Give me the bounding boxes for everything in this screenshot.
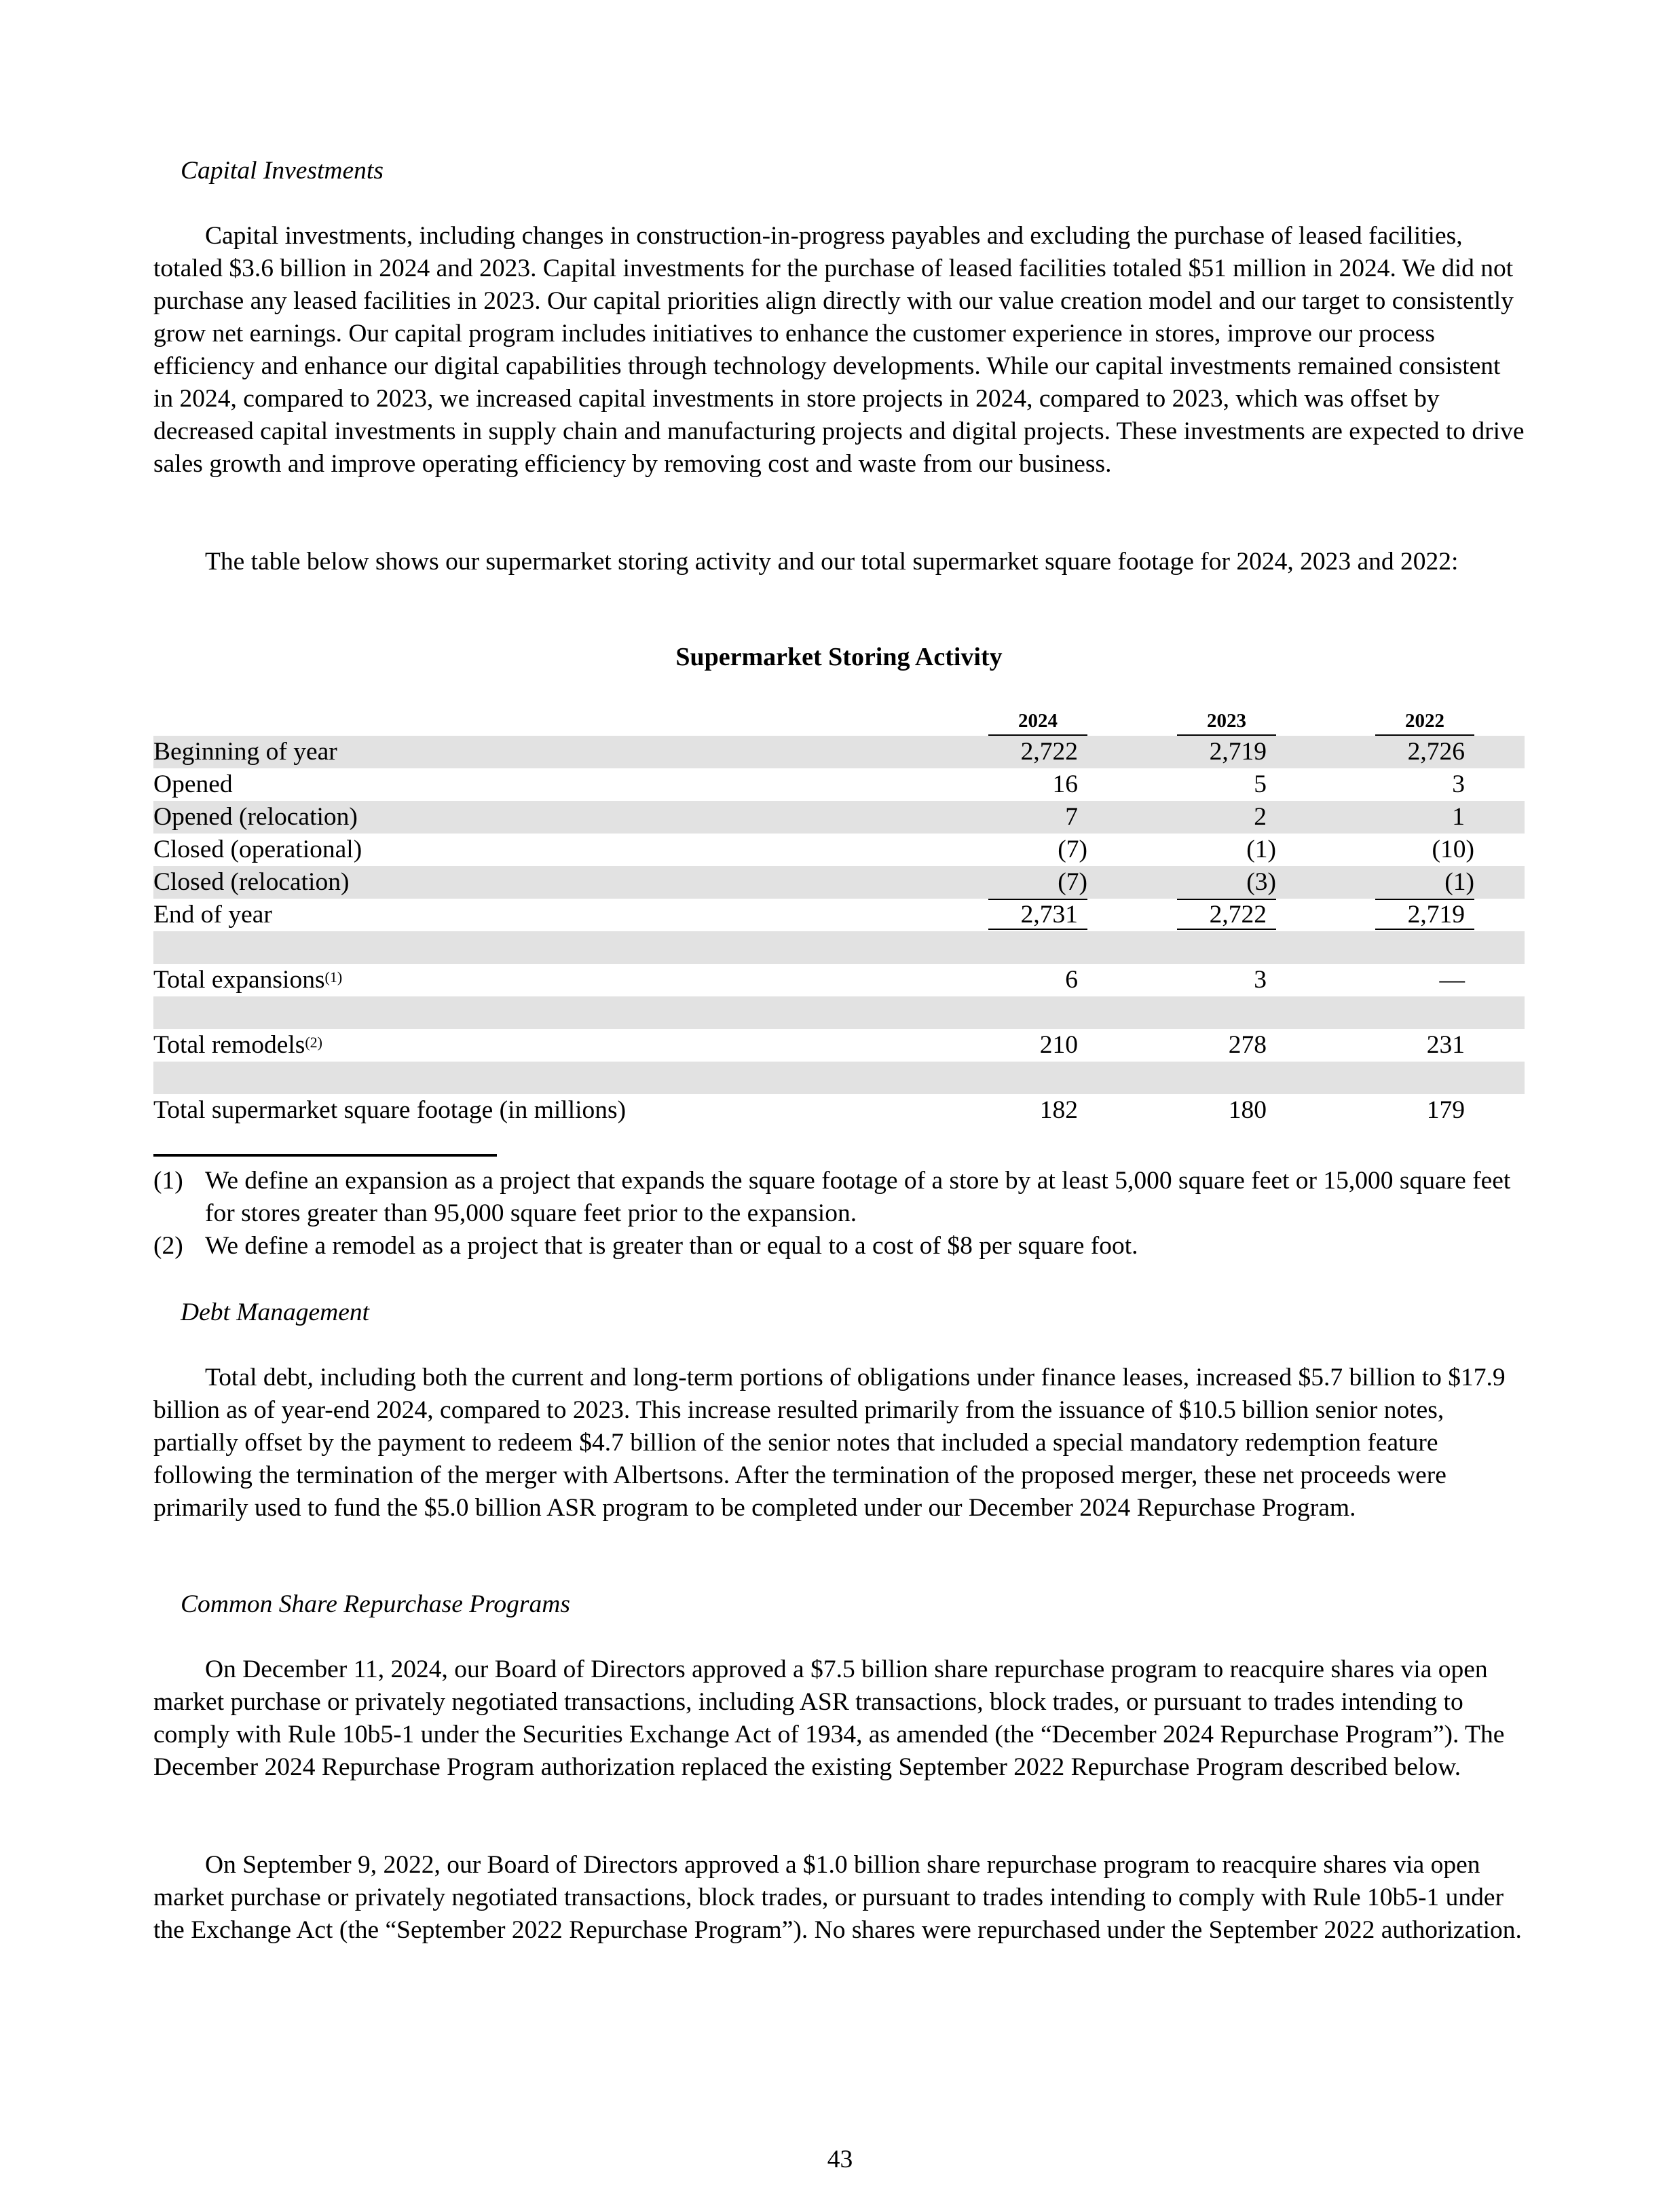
table-intro-paragraph: The table below shows our supermarket storing activity and our total supermarket square footage for 2024, 2023 and 2022: xyxy=(205,548,1459,576)
table-row-expansions xyxy=(153,964,1525,996)
share-repurchase-paragraph-2: On September 9, 2022, our Board of Directors approved a $1.0 billion share repurchase program to reacquire shares via open market purchase or privately negotiated transactions, block trades, or pursuant to trades intending to comply with Rule 10b5-1 under the Exchange Act (the “September 2022 Repurchase Program”). No shares were repurchased under the September 2022 authorization. xyxy=(153,1851,1522,1944)
footnotes xyxy=(153,1165,1525,1262)
row-label: Total supermarket square footage (in millions) xyxy=(153,1096,627,1124)
cell-2023: 2,719 xyxy=(1209,738,1267,766)
table-row-opened-relocation xyxy=(153,801,1525,834)
cell-2022: 231 xyxy=(1426,1031,1465,1059)
table-row-end-of-year xyxy=(153,899,1525,931)
table-header-row xyxy=(153,709,1525,736)
cell-2023: (3) xyxy=(1177,866,1276,900)
cell-2024: 2,731 xyxy=(988,899,1087,933)
column-header-2023: 2023 xyxy=(1177,710,1276,736)
page-number: 43 xyxy=(827,2146,853,2173)
section-heading-capital-investments: Capital Investments xyxy=(181,157,384,185)
table-row-square-footage xyxy=(153,1094,1525,1127)
cell-2024: 182 xyxy=(1039,1096,1078,1124)
table-row-closed-relocation xyxy=(153,866,1525,899)
row-label: Closed (relocation) xyxy=(153,868,350,896)
cell-2022: (10) xyxy=(1432,836,1474,863)
share-repurchase-paragraph-1: On December 11, 2024, our Board of Directors approved a $7.5 billion share repurchase program to reacquire shares via open market purchase or privately negotiated transactions, including ASR transactions, block trades, or pursuant to trades intending to comply with Rule 10b5-1 under the Securities Exchange Act of 1934, as amended (the “December 2024 Repurchase Program”). The December 2024 Repurchase Program authorization replaced the existing September 2022 Repurchase Program described below. xyxy=(153,1655,1505,1781)
section-heading-debt-management: Debt Management xyxy=(181,1298,370,1326)
cell-2023: 5 xyxy=(1254,770,1267,798)
capital-investments-paragraph: Capital investments, including changes in construction-in-progress payables and excluding the purchase of leased facilities, totaled $3.6 billion in 2024 and 2023. Capital investments for the purchase of leased facilities totaled $51 million in 2024. We did not purchase any leased facilities in 2023. Our capital priorities align directly with our value creation model and our target to consistently grow net earnings. Our capital program includes initiatives to enhance the customer experience in stores, improve our process efficiency and enhance our digital capabilities through technology developments. While our capital investments remained consistent in 2024, compared to 2023, we increased capital investments in store projects in 2024, compared to 2023, which was offset by decreased capital investments in supply chain and manufacturing projects and digital projects. These investments are expected to drive sales growth and improve operating efficiency by removing cost and waste from our business. xyxy=(153,222,1525,478)
cell-2022: 1 xyxy=(1452,803,1465,831)
footnote-divider xyxy=(153,1154,497,1157)
footnote-number: (1) xyxy=(153,1167,183,1195)
cell-2024: (7) xyxy=(988,866,1087,900)
cell-2024: 210 xyxy=(1039,1031,1078,1059)
footnote-number: (2) xyxy=(153,1232,183,1260)
table-spacer-row xyxy=(153,931,1525,964)
row-label: Closed (operational) xyxy=(153,836,362,863)
cell-2023: 2 xyxy=(1254,803,1267,831)
cell-2022: 3 xyxy=(1452,770,1465,798)
cell-2024: 2,722 xyxy=(1020,738,1078,766)
table-row-beginning xyxy=(153,736,1525,768)
footnote-text: We define an expansion as a project that expands the square footage of a store by at least 5,000 square feet or 15,000 square feet for stores greater than 95,000 square feet prior to the expansion. xyxy=(205,1167,1511,1227)
footnote-1 xyxy=(153,1165,1525,1230)
cell-2023: 3 xyxy=(1254,966,1267,994)
cell-2024: 16 xyxy=(1052,770,1078,798)
cell-2023: (1) xyxy=(1246,836,1276,863)
row-label: Opened (relocation) xyxy=(153,803,358,831)
cell-2022: 2,719 xyxy=(1375,899,1474,933)
row-label: Beginning of year xyxy=(153,738,337,766)
cell-2024: (7) xyxy=(1058,836,1087,863)
row-label-text: Total remodels xyxy=(153,1031,305,1059)
row-label xyxy=(153,1029,322,1062)
row-label xyxy=(153,964,342,996)
cell-2022: 179 xyxy=(1426,1096,1465,1124)
table-row-opened xyxy=(153,768,1525,801)
cell-2023: 2,722 xyxy=(1177,899,1276,933)
storing-activity-table xyxy=(153,709,1525,1127)
cell-2022: — xyxy=(1439,966,1465,994)
table-row-closed-operational xyxy=(153,834,1525,866)
cell-2022: (1) xyxy=(1375,866,1474,900)
footnote-ref: (1) xyxy=(324,969,343,986)
debt-management-paragraph: Total debt, including both the current and long-term portions of obligations under finance leases, increased $5.7 billion to $17.9 billion as of year-end 2024, compared to 2023. This increase resulted primarily from the issuance of $10.5 billion senior notes, partially offset by the payment to redeem $4.7 billion of the senior notes that included a special mandatory redemption feature following the termination of the merger with Albertsons. After the termination of the proposed merger, these net proceeds were primarily used to fund the $5.0 billion ASR program to be completed under our December 2024 Repurchase Program. xyxy=(153,1364,1506,1522)
footnote-2 xyxy=(153,1230,1525,1262)
cell-2024: 6 xyxy=(1065,966,1078,994)
column-header-2024: 2024 xyxy=(988,710,1087,736)
table-title: Supermarket Storing Activity xyxy=(675,643,1003,671)
cell-2023: 278 xyxy=(1228,1031,1267,1059)
footnote-ref: (2) xyxy=(305,1034,323,1051)
row-label: End of year xyxy=(153,901,272,929)
cell-2024: 7 xyxy=(1065,803,1078,831)
table-spacer-row xyxy=(153,1062,1525,1094)
table-spacer-row xyxy=(153,996,1525,1029)
row-label-text: Total expansions xyxy=(153,966,325,994)
cell-2022: 2,726 xyxy=(1407,738,1465,766)
cell-2023: 180 xyxy=(1228,1096,1267,1124)
row-label: Opened xyxy=(153,770,233,798)
column-header-2022: 2022 xyxy=(1375,710,1474,736)
section-heading-share-repurchase: Common Share Repurchase Programs xyxy=(181,1590,570,1618)
table-row-remodels xyxy=(153,1029,1525,1062)
footnote-text: We define a remodel as a project that is greater than or equal to a cost of $8 per square foot. xyxy=(205,1232,1138,1260)
